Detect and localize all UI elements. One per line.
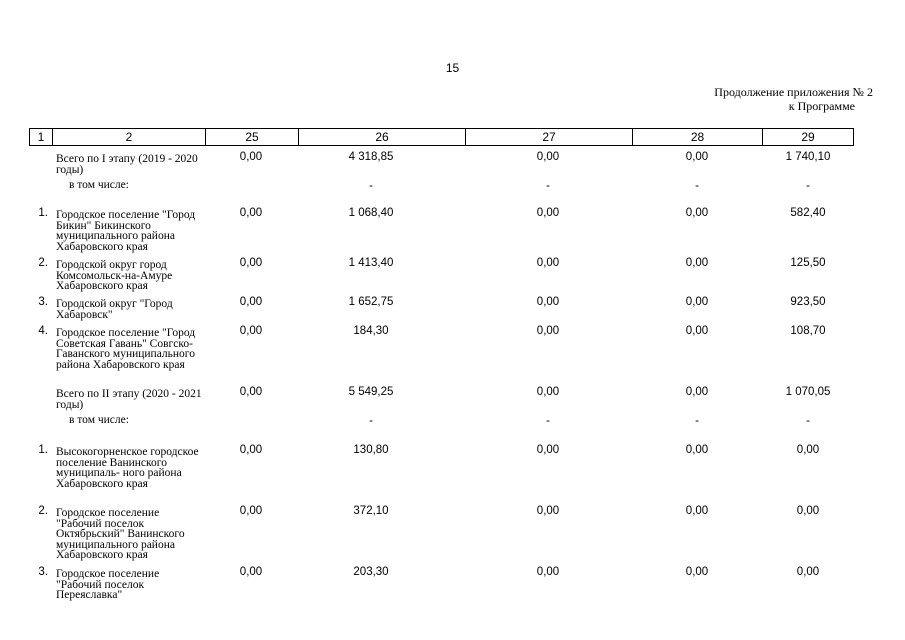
column-header-2: 2 — [53, 129, 206, 146]
column-header-1: 1 — [30, 129, 53, 146]
cell-col-26: 203,30 — [353, 566, 389, 578]
appendix-line-1: Продолжение приложения № 2 — [714, 85, 873, 99]
cell-col-29: 108,70 — [790, 325, 826, 337]
cell-col-26: 1 413,40 — [348, 257, 394, 269]
cell-col-27: 0,00 — [536, 151, 560, 163]
cell-col-28: 0,00 — [685, 444, 709, 456]
cell-col-26: 4 318,85 — [348, 151, 394, 163]
column-header-25: 25 — [206, 129, 299, 146]
cell-col-29: 125,50 — [790, 257, 826, 269]
cell-col-26: 184,30 — [353, 325, 389, 337]
cell-col-29: 0,00 — [796, 566, 820, 578]
cell-col-27: 0,00 — [536, 444, 560, 456]
row-number: 3. — [38, 296, 48, 308]
cell-col-27: - — [546, 415, 550, 427]
cell-col-27: 0,00 — [536, 505, 560, 517]
row-number: 4. — [38, 325, 48, 337]
column-header-27: 27 — [466, 129, 633, 146]
cell-col-26: - — [369, 415, 373, 427]
cell-col-29: - — [806, 180, 810, 192]
cell-col-25: 0,00 — [239, 151, 263, 163]
column-header-26: 26 — [299, 129, 466, 146]
cell-col-28: 0,00 — [685, 296, 709, 308]
cell-col-27: 0,00 — [536, 386, 560, 398]
row-number: 2. — [38, 257, 48, 269]
cell-col-29: 0,00 — [796, 505, 820, 517]
row-name: Городское поселение "Город Бикин" Бикинского муниципального района Хабаровского края — [56, 209, 196, 253]
cell-col-29: 1 070,05 — [785, 386, 831, 398]
row-number: 1. — [38, 444, 48, 456]
cell-col-28: 0,00 — [685, 151, 709, 163]
cell-col-28: 0,00 — [685, 505, 709, 517]
cell-col-27: 0,00 — [536, 257, 560, 269]
column-header-28: 28 — [633, 129, 763, 146]
row-name: Городской округ "Город Хабаровск" — [56, 298, 173, 321]
row-name: Всего по I этапу (2019 - 2020 годы) — [56, 153, 198, 176]
row-name: Высокогорненское городское поселение Ванинского муниципаль- ного района Хабаровского края — [56, 446, 199, 490]
cell-col-25: 0,00 — [239, 505, 263, 517]
cell-col-26: 372,10 — [353, 505, 389, 517]
cell-col-29: 923,50 — [790, 296, 826, 308]
row-number: 3. — [38, 566, 48, 578]
column-header-29: 29 — [763, 129, 854, 146]
cell-col-28: 0,00 — [685, 325, 709, 337]
cell-col-28: 0,00 — [685, 566, 709, 578]
row-number: 2. — [38, 505, 48, 517]
cell-col-25: 0,00 — [239, 257, 263, 269]
page-number: 15 — [445, 61, 460, 75]
cell-col-25: 0,00 — [239, 386, 263, 398]
cell-col-26: - — [369, 180, 373, 192]
cell-col-27: 0,00 — [536, 325, 560, 337]
cell-col-29: 1 740,10 — [785, 151, 831, 163]
cell-col-26: 130,80 — [353, 444, 389, 456]
cell-col-28: - — [695, 415, 699, 427]
row-name: Городское поселение "Рабочий поселок Октябрьский" Ванинского муниципального района Хабаровского края — [56, 507, 185, 561]
cell-col-29: 582,40 — [790, 207, 826, 219]
cell-col-28: - — [695, 180, 699, 192]
row-name: в том числе: — [69, 414, 129, 426]
cell-col-29: 0,00 — [796, 444, 820, 456]
cell-col-26: 1 652,75 — [348, 296, 394, 308]
cell-col-25: 0,00 — [239, 444, 263, 456]
cell-col-27: 0,00 — [536, 566, 560, 578]
appendix-line-2: к Программе — [788, 99, 855, 113]
row-number: 1. — [38, 207, 48, 219]
cell-col-28: 0,00 — [685, 386, 709, 398]
cell-col-27: - — [546, 180, 550, 192]
row-name: Городское поселение "Рабочий поселок Переяславка" — [56, 568, 160, 601]
cell-col-26: 1 068,40 — [348, 207, 394, 219]
cell-col-25: 0,00 — [239, 296, 263, 308]
cell-col-27: 0,00 — [536, 296, 560, 308]
row-name: Городской округ город Комсомольск-на-Амуре Хабаровского края — [56, 259, 173, 292]
row-name: Всего по II этапу (2020 - 2021 годы) — [56, 388, 202, 411]
cell-col-25: 0,00 — [239, 325, 263, 337]
cell-col-28: 0,00 — [685, 257, 709, 269]
cell-col-25: 0,00 — [239, 566, 263, 578]
row-name: Городское поселение "Город Советская Гавань" Совгско-Гаванского муниципального района Хабаровского края — [56, 327, 196, 371]
row-name: в том числе: — [69, 179, 129, 191]
cell-col-28: 0,00 — [685, 207, 709, 219]
cell-col-25: 0,00 — [239, 207, 263, 219]
cell-col-26: 5 549,25 — [348, 386, 394, 398]
cell-col-27: 0,00 — [536, 207, 560, 219]
cell-col-29: - — [806, 415, 810, 427]
